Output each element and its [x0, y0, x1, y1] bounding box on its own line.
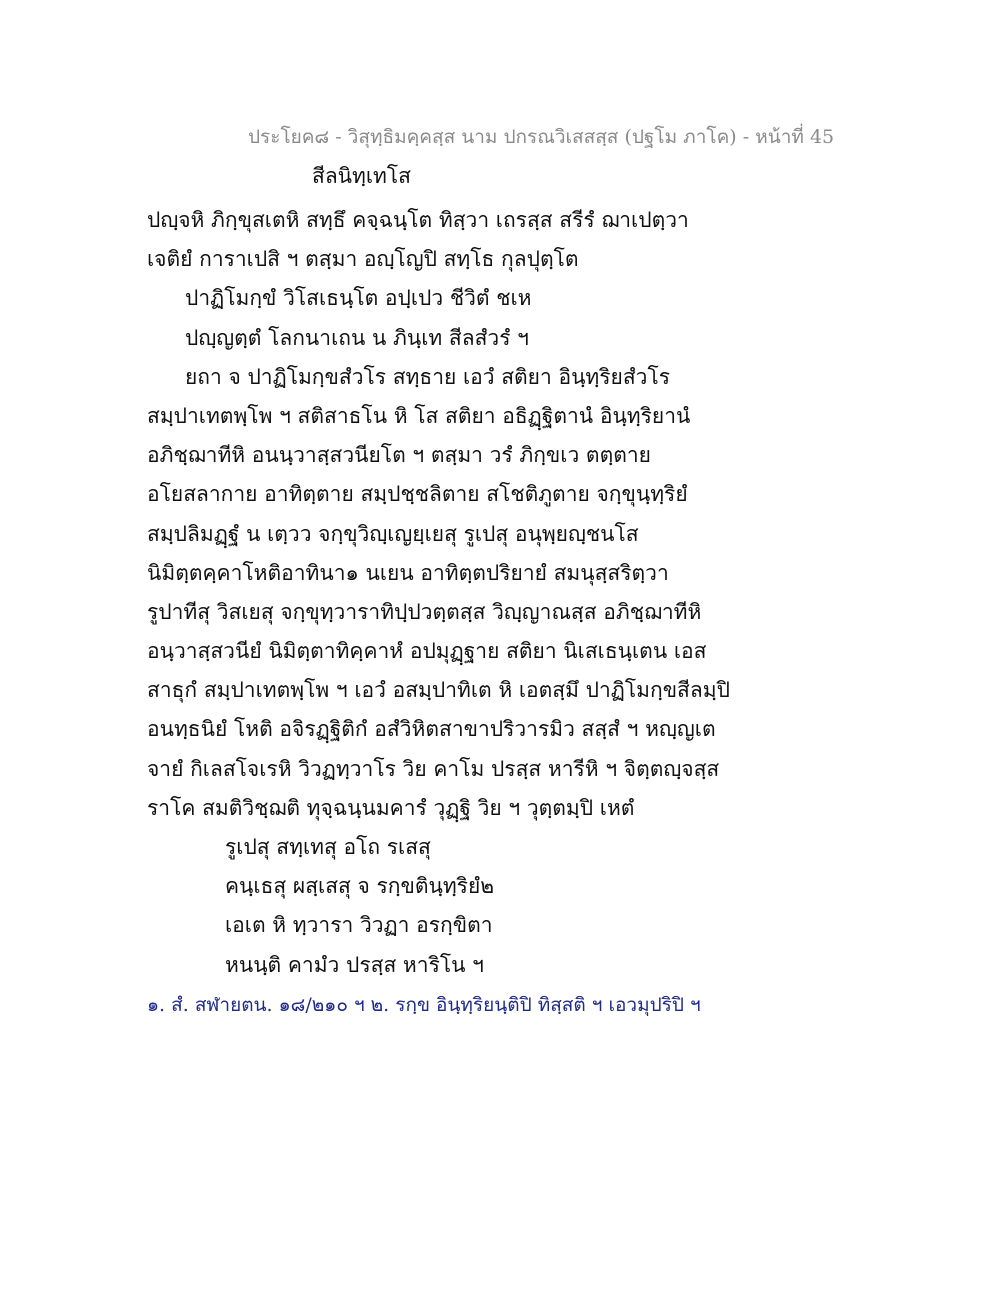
- text-line: เอเต หิ ทฺวารา วิวฏา อรกฺขิตา: [225, 913, 493, 938]
- text-line: ปาฏิโมกฺขํ วิโสเธนฺโต อปฺเปว ชีวิตํ ชเห: [185, 286, 532, 311]
- text-line: รูเปสุ สทฺเทสุ อโถ รเสสุ: [225, 835, 431, 859]
- text-line: ปญฺจหิ ภิกฺขุสเตหิ สทฺธึ คจฺฉนฺโต ทิสฺวา เถรสฺส สรีรํ ฌาเปตฺวา: [147, 208, 689, 232]
- body-text: [147, 201, 867, 985]
- text-line: อภิชฺฌาทีหิ อนนฺวาสฺสวนียโต ฯ ตสฺมา วรํ ภิกฺขเว ตตฺตาย: [147, 443, 651, 468]
- text-line: จายํ กิเลสโจเรหิ วิวฏทฺวาโร วิย คาโม ปรสฺส หารีหิ ฯ จิตฺตญฺจสฺส: [147, 756, 720, 781]
- text-line: ราโค สมติวิชฺฌติ ทุจฺฉนฺนมคารํ วุฏฺฐิ วิย ฯ วุตฺตมฺปิ เหตํ: [147, 795, 635, 820]
- text-line: สาธุกํ สมฺปาเทตพฺโพ ฯ เอวํ อสมฺปาทิเต หิ เอตสฺมึ ปาฏิโมกฺขสีลมฺปิ: [147, 678, 730, 703]
- text-line: นิมิตฺตคฺคาโหติอาทินา๑ นเยน อาทิตฺตปริยายํ สมนุสฺสริตฺวา: [147, 560, 669, 585]
- text-line: คนฺเธสุ ผสฺเสสุ จ รกฺขตินฺทฺริยํ๒: [225, 874, 495, 899]
- text-line: เจติยํ การาเปสิ ฯ ตสฺมา อญฺโญปิ สทฺโธ กุลปุตฺโต: [147, 247, 579, 272]
- footnote: ๑. สํ. สฬายตน. ๑๘/๒๑๐ ฯ ๒. รกฺข อินฺทฺริยนฺติปิ ทิสฺสติ ฯ เอวมุปริปิ ฯ: [147, 994, 701, 1016]
- text-line: อนทฺธนิยํ โหติ อจิรฏฺฐิติกํ อสํวิหิตสาขาปริวารมิว สสฺสํ ฯ หญฺญเต: [147, 717, 716, 742]
- page-header: ประโยค๘ - วิสุทฺธิมคฺคสฺส นาม ปกรณวิเสสสฺส (ปฐโม ภาโค) - หน้าที่ 45: [248, 126, 835, 148]
- text-line: หนนฺติ คามํว ปรสฺส หาริโน ฯ: [225, 952, 484, 977]
- text-line: รูปาทีสุ วิสเยสุ จกฺขุทฺวาราทิปฺปวตฺตสฺส วิญฺญาณสฺส อภิชฺฌาทีหิ: [147, 599, 702, 624]
- text-line: อนฺวาสฺสวนียํ นิมิตฺตาทิคฺคาหํ อปมุฏฺฐาย สติยา นิเสเธนฺเตน เอส: [147, 639, 707, 664]
- text-line: สมฺปาเทตพฺโพ ฯ สติสาธโน หิ โส สติยา อธิฏฺฐิตานํ อินฺทฺริยานํ: [147, 403, 691, 428]
- text-line: ยถา จ ปาฏิโมกฺขสํวโร สทฺธาย เอวํ สติยา อินฺทฺริยสํวโร: [185, 364, 671, 389]
- text-line: ปญฺญตฺตํ โลกนาเถน น ภินฺเท สีลสํวรํ ฯ: [185, 325, 529, 350]
- text-line: อโยสลากาย อาทิตฺตาย สมฺปชฺชลิตาย สโชติภูตาย จกฺขุนฺทฺริยํ: [147, 482, 688, 507]
- section-title: สีลนิทฺเทโส: [312, 164, 412, 188]
- text-line: สมฺปลิมฏฺฐํ น เตฺวว จกฺขุวิญฺเญยฺเยสุ รูเปสุ อนุพฺยญฺชนโส: [147, 521, 639, 546]
